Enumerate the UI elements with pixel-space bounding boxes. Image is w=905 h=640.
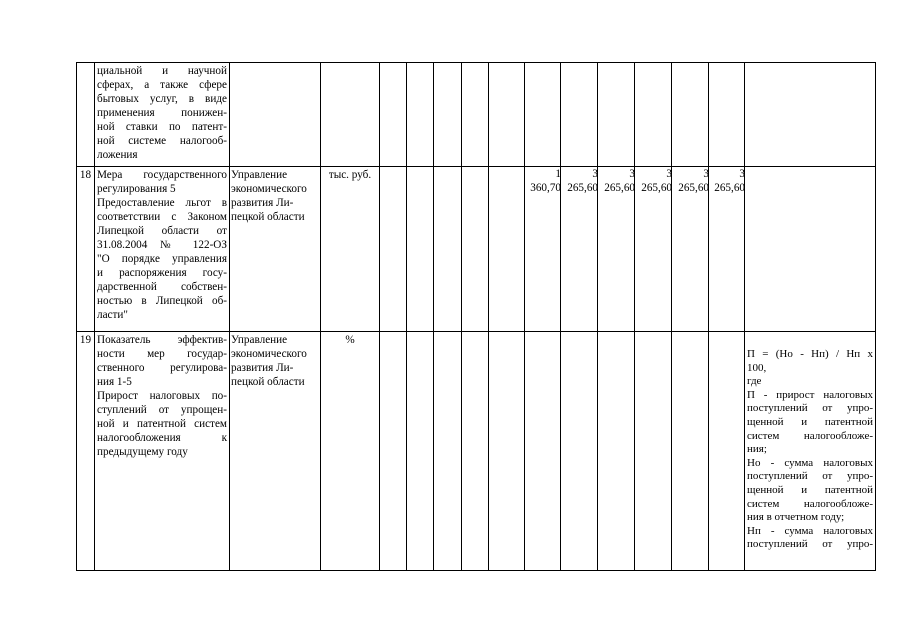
row-19-unit: % bbox=[345, 334, 355, 346]
row-19-method bbox=[747, 348, 873, 552]
description-line: ласти" bbox=[97, 309, 128, 321]
responsible-line: развития Ли- bbox=[231, 197, 294, 209]
row-18-responsible bbox=[231, 168, 319, 224]
row-18-value-4 bbox=[635, 168, 672, 195]
value-part: 3 bbox=[703, 168, 709, 180]
description-line: предыдущему году bbox=[97, 446, 188, 458]
description-line: "О порядке управления bbox=[97, 253, 227, 265]
row-18-description bbox=[97, 168, 227, 322]
method-line: поступлений от упро- bbox=[747, 538, 873, 551]
description-line: налогообложения к bbox=[97, 432, 227, 444]
row-18-value-5 bbox=[672, 168, 709, 195]
description-line: и распоряжения госу- bbox=[97, 267, 227, 279]
description-line: Липецкой области от bbox=[97, 225, 227, 237]
value-part: 265,60 bbox=[604, 181, 635, 194]
description-line: Мера государственного bbox=[97, 169, 227, 181]
description-line: циальной и научной bbox=[97, 65, 227, 77]
description-line: ступлений от упрощен- bbox=[97, 404, 227, 416]
description-line: 31.08.2004 № 122-ОЗ bbox=[97, 239, 227, 251]
description-line: ностью в Липецкой об- bbox=[97, 295, 227, 307]
method-line: П = (Но - Нп) / Нп х bbox=[747, 348, 873, 360]
method-line: где bbox=[747, 375, 762, 388]
value-part: 265,60 bbox=[641, 181, 672, 194]
row-18-value-6 bbox=[709, 168, 745, 195]
row-18-unit: тыс. руб. bbox=[328, 169, 372, 181]
value-part: 1 bbox=[555, 168, 561, 180]
description-line: применения понижен- bbox=[97, 107, 227, 119]
method-line: поступлений от упро- bbox=[747, 402, 873, 415]
method-line: 100, bbox=[747, 361, 767, 374]
value-part: 3 bbox=[666, 168, 672, 180]
description-line: ной и патентной систем bbox=[97, 418, 227, 430]
value-part: 265,60 bbox=[678, 181, 709, 194]
responsible-line: пецкой области bbox=[231, 376, 305, 388]
description-line: регулирования 5 bbox=[97, 183, 176, 195]
method-line: Нп - сумма налоговых bbox=[747, 524, 873, 537]
description-line: ности мер государ- bbox=[97, 348, 227, 360]
description-line: соответствии с Законом bbox=[97, 211, 227, 223]
method-line: систем налогообложе- bbox=[747, 497, 873, 510]
row-continued-description bbox=[97, 64, 227, 162]
method-line: поступлений от упро- bbox=[747, 470, 873, 483]
row-18-value-1 bbox=[525, 168, 561, 195]
responsible-line: экономического bbox=[231, 348, 307, 360]
row-19-responsible bbox=[231, 333, 319, 389]
description-line: ственного регулирова- bbox=[97, 362, 227, 374]
row-18-value-2 bbox=[561, 168, 598, 195]
value-part: 265,60 bbox=[714, 181, 745, 194]
description-line: ния 1-5 bbox=[97, 376, 132, 388]
description-line: Прирост налоговых по- bbox=[97, 390, 227, 402]
value-part: 360,70 bbox=[530, 181, 561, 194]
method-line: Но - сумма налоговых bbox=[747, 456, 873, 469]
value-part: 3 bbox=[629, 168, 635, 180]
row-19-description bbox=[97, 333, 227, 459]
responsible-line: экономического bbox=[231, 183, 307, 195]
description-line: ной ставки по патент- bbox=[97, 121, 227, 133]
row-number: 19 bbox=[79, 334, 92, 346]
description-line: ложения bbox=[97, 149, 138, 161]
value-part: 265,60 bbox=[567, 181, 598, 194]
description-line: дарственной собствен- bbox=[97, 281, 227, 293]
responsible-line: развития Ли- bbox=[231, 362, 294, 374]
row-number: 18 bbox=[79, 169, 92, 181]
responsible-line: пецкой области bbox=[231, 211, 305, 223]
method-line: П - прирост налоговых bbox=[747, 388, 873, 401]
responsible-line: Управление bbox=[231, 169, 288, 181]
description-line: Показатель эффектив- bbox=[97, 334, 227, 346]
method-line: систем налогообложе- bbox=[747, 429, 873, 442]
method-line: ния в отчетном году; bbox=[747, 511, 845, 524]
method-line: ния; bbox=[747, 443, 767, 456]
method-line: щенной и патентной bbox=[747, 483, 873, 496]
description-line: сферах, а также сфере bbox=[97, 79, 227, 91]
description-line: Предоставление льгот в bbox=[97, 197, 227, 209]
method-line: щенной и патентной bbox=[747, 415, 873, 428]
description-line: ной системе налогооб- bbox=[97, 135, 227, 147]
value-part: 3 bbox=[592, 168, 598, 180]
responsible-line: Управление bbox=[231, 334, 288, 346]
row-18-value-3 bbox=[598, 168, 635, 195]
value-part: 3 bbox=[739, 168, 745, 180]
description-line: бытовых услуг, в виде bbox=[97, 93, 227, 105]
